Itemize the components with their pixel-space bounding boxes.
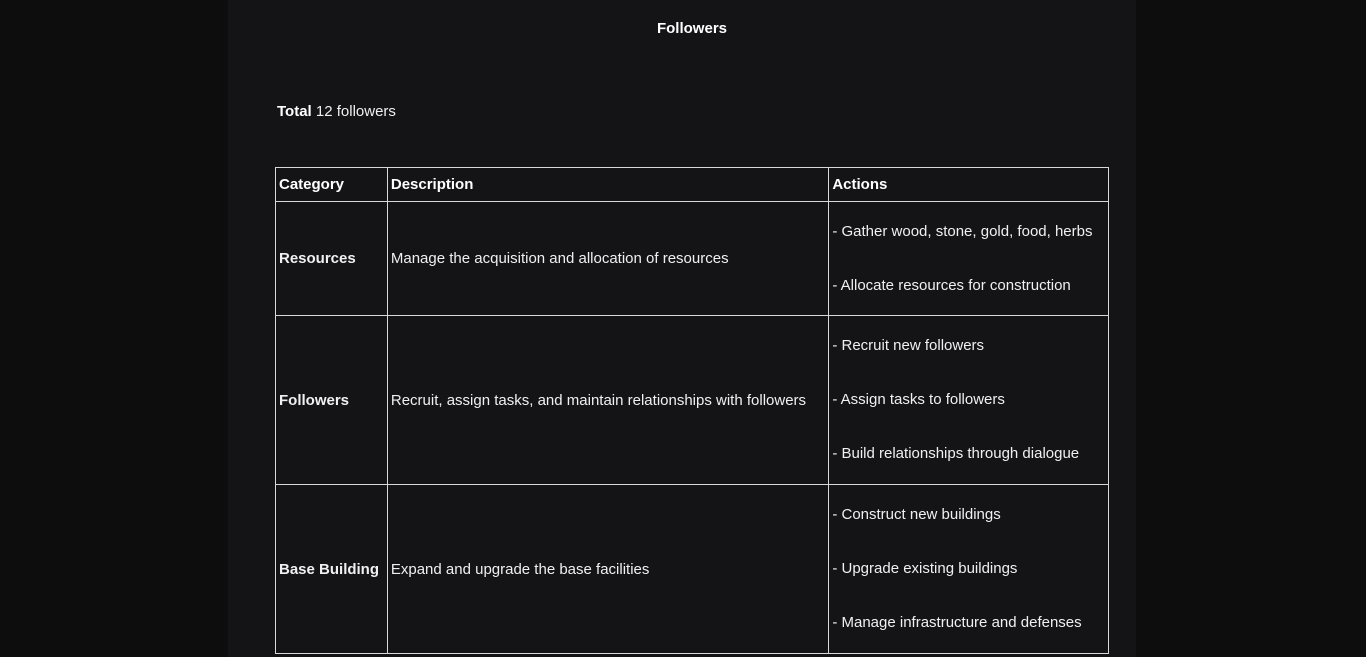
- actions-cell: [829, 316, 1109, 485]
- actions-cell: [829, 485, 1109, 654]
- category-cell: Base Building: [276, 485, 388, 654]
- action-item: - Upgrade existing buildings: [832, 560, 1018, 577]
- action-item: - Recruit new followers: [832, 337, 985, 354]
- header-description: Description: [387, 168, 828, 202]
- total-summary: [277, 103, 396, 120]
- description-cell: Expand and upgrade the base facilities: [387, 485, 828, 654]
- action-item: - Manage infrastructure and defenses: [832, 614, 1082, 631]
- header-category: Category: [276, 168, 388, 202]
- description-cell: Recruit, assign tasks, and maintain relationships with followers: [387, 316, 828, 485]
- header-actions: Actions: [829, 168, 1109, 202]
- action-item: - Assign tasks to followers: [832, 391, 1005, 408]
- action-item: - Construct new buildings: [832, 506, 1001, 523]
- actions-cell: [829, 202, 1109, 316]
- category-cell: Resources: [276, 202, 388, 316]
- content-panel: [228, 0, 1136, 657]
- action-item: - Build relationships through dialogue: [832, 445, 1080, 462]
- total-label: Total: [277, 103, 312, 120]
- description-cell: Manage the acquisition and allocation of resources: [387, 202, 828, 316]
- table-row-followers: [276, 316, 1109, 485]
- table-header-row: [276, 168, 1109, 202]
- action-item: - Gather wood, stone, gold, food, herbs: [832, 222, 1093, 240]
- followers-table: [275, 167, 1109, 654]
- category-cell: Followers: [276, 316, 388, 485]
- action-item: - Allocate resources for construction: [832, 276, 1071, 294]
- page-title: Followers: [656, 20, 727, 37]
- table-row-resources: [276, 202, 1109, 316]
- table-row-base-building: [276, 485, 1109, 654]
- total-value: 12 followers: [315, 103, 396, 120]
